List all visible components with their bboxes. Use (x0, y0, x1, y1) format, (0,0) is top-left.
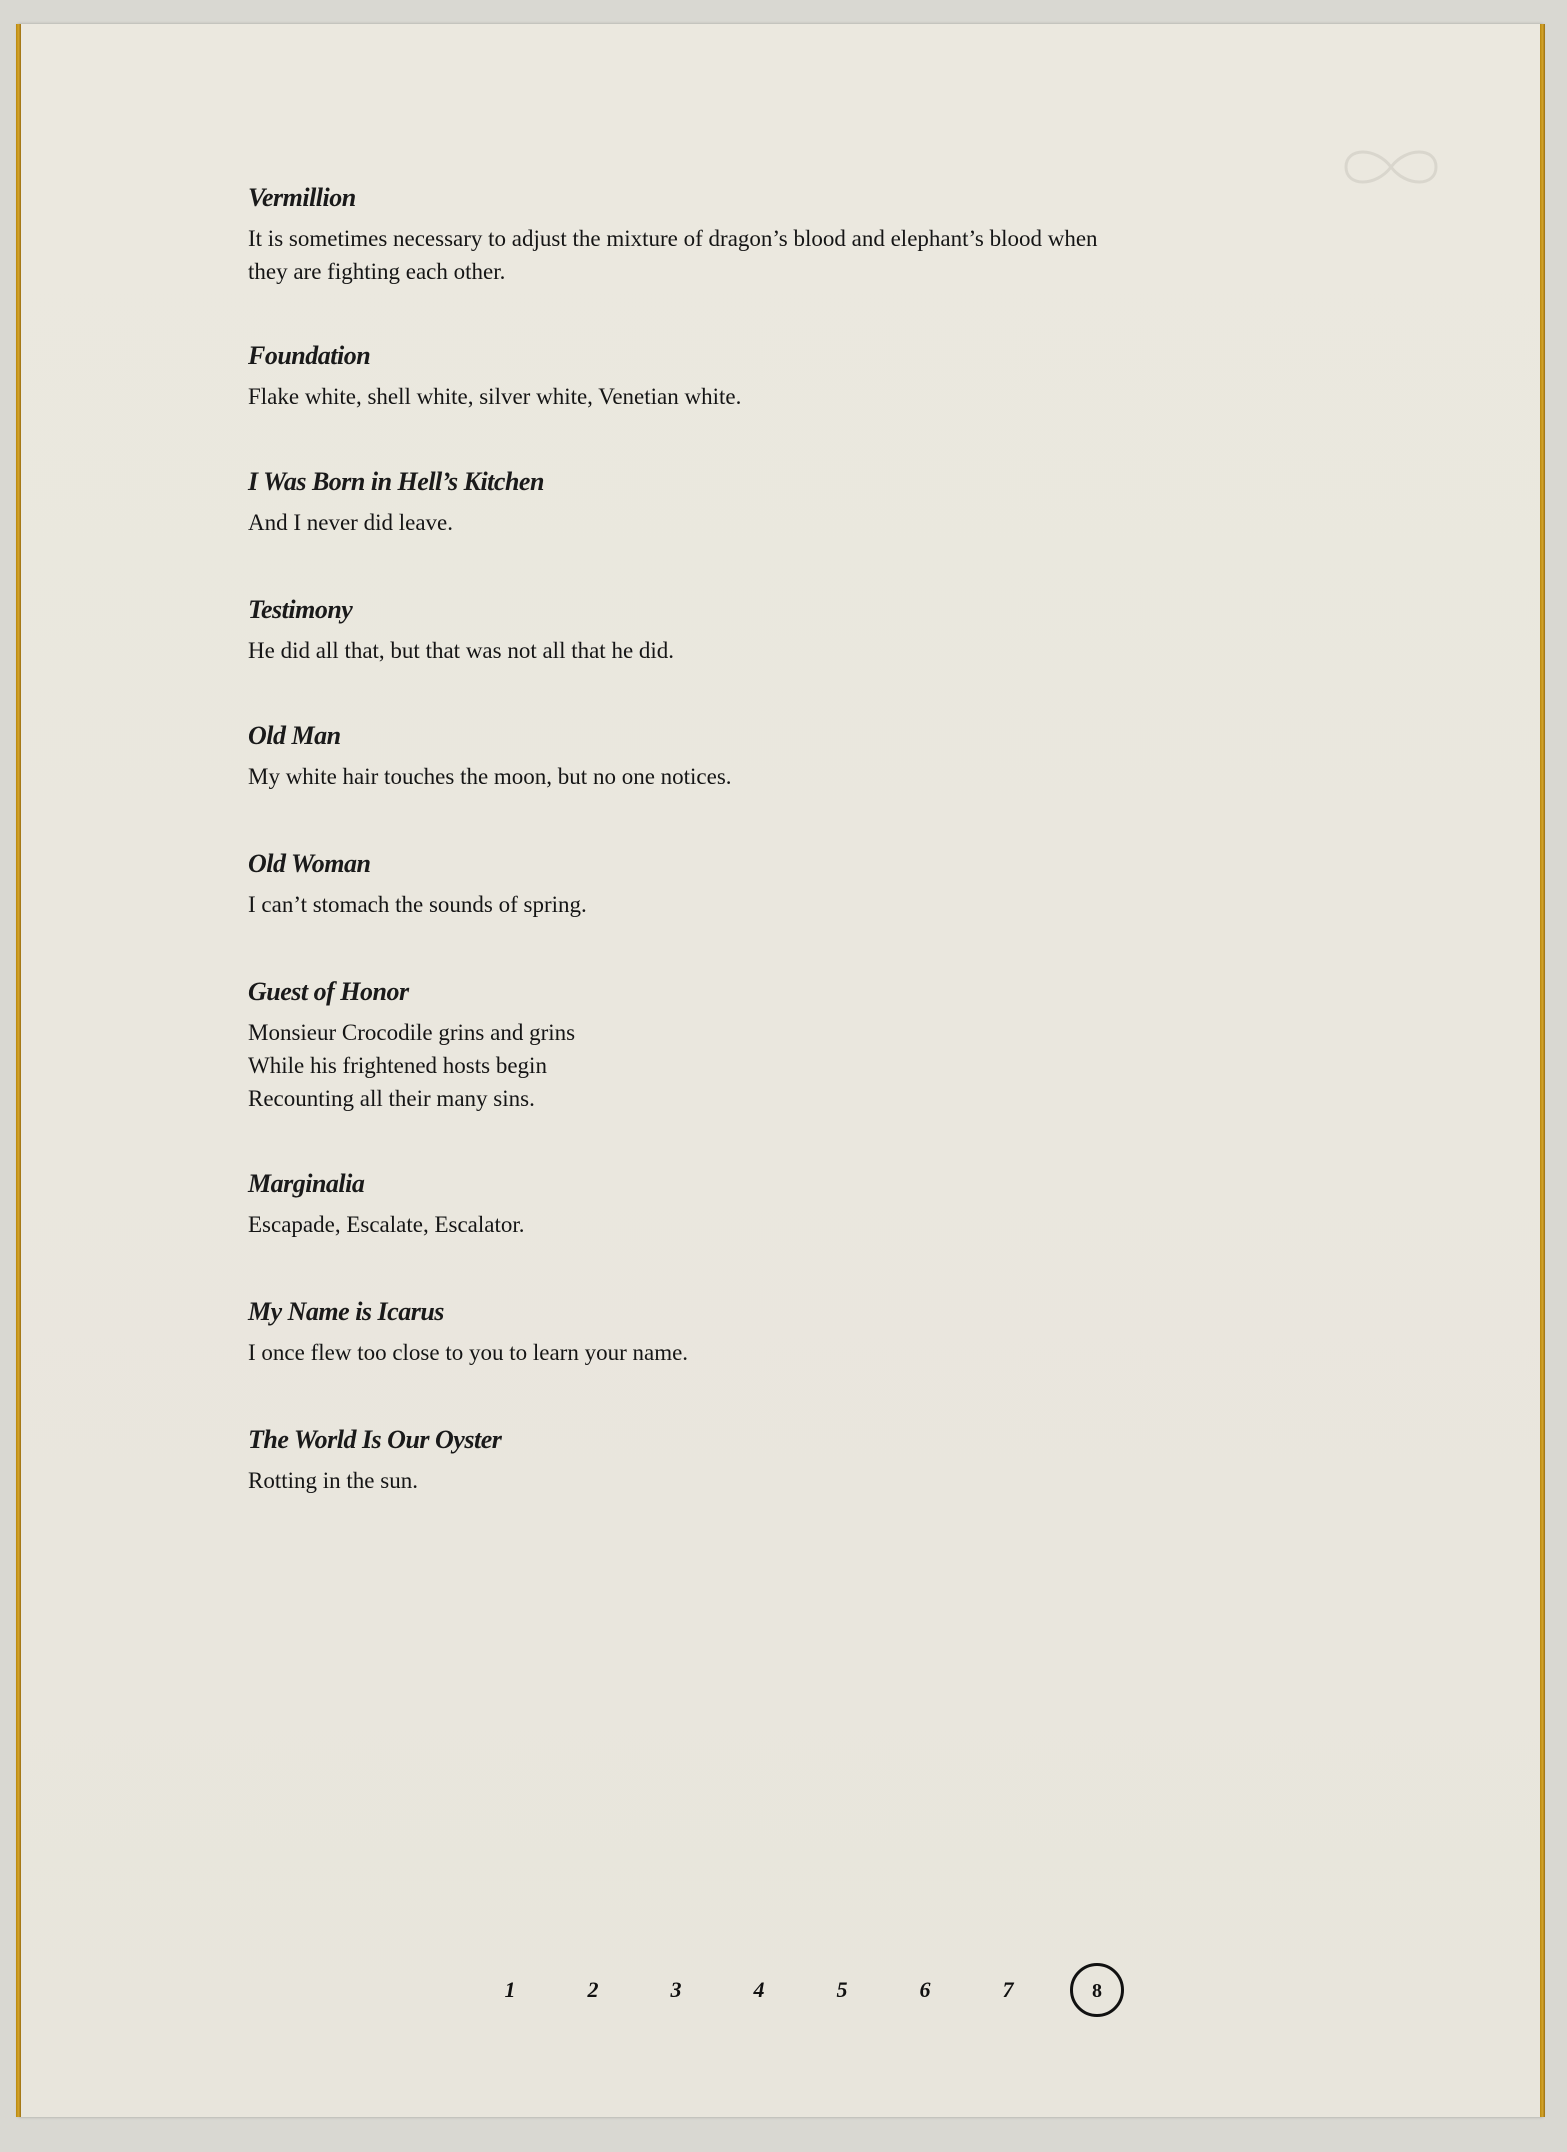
entry-title: I Was Born in Hell’s Kitchen (248, 467, 544, 496)
entry-body: I can’t stomach the sounds of spring. (248, 892, 587, 917)
entry-old-woman (248, 848, 1348, 921)
entry-body: Monsieur Crocodile grins and grins While his frightened hosts begin Recounting all their many sins. (248, 1020, 576, 1111)
page-link-2[interactable]: 2 (587, 1977, 599, 2002)
entry-body: I once flew too close to you to learn your name. (248, 1340, 689, 1365)
entry-title: Testimony (248, 595, 353, 624)
page-number-navigation (0, 1963, 1567, 2023)
entry-body: Rotting in the sun. (248, 1468, 418, 1493)
gilt-edge-right (1540, 24, 1545, 2117)
entry-foundation (248, 340, 1348, 413)
page-link-7[interactable]: 7 (1002, 1977, 1014, 2002)
entry-old-man (248, 720, 1348, 793)
entry-guest-of-honor (248, 976, 1348, 1115)
page-link-4[interactable]: 4 (753, 1977, 765, 2002)
page-link-8-current[interactable]: 8 (1070, 1963, 1124, 2017)
entry-body: And I never did leave. (248, 510, 454, 535)
entry-title: Old Man (248, 721, 341, 750)
entry-vermillion (248, 182, 1348, 288)
page-link-5[interactable]: 5 (836, 1977, 848, 2002)
entry-body: Flake white, shell white, silver white, Venetian white. (248, 384, 742, 409)
entry-title: Marginalia (248, 1169, 365, 1198)
page-link-6[interactable]: 6 (919, 1977, 931, 2002)
entry-icarus (248, 1296, 1348, 1369)
entry-title: Foundation (248, 341, 371, 370)
entry-body: My white hair touches the moon, but no one notices. (248, 764, 732, 789)
entry-title: Old Woman (248, 849, 371, 878)
entry-body: He did all that, but that was not all that he did. (248, 638, 675, 663)
entry-title: Guest of Honor (248, 977, 409, 1006)
page-link-3[interactable]: 3 (670, 1977, 682, 2002)
infinity-watermark-icon (1336, 142, 1446, 192)
page-link-1[interactable]: 1 (504, 1977, 516, 2002)
entry-body: It is sometimes necessary to adjust the mixture of dragon’s blood and elephant’s blood when they are fighting each other. (248, 226, 1098, 284)
gilt-edge-left (16, 24, 21, 2117)
entry-title: My Name is Icarus (248, 1297, 444, 1326)
entry-marginalia (248, 1168, 1348, 1241)
entry-title: The World Is Our Oyster (248, 1425, 502, 1454)
entry-title: Vermillion (248, 183, 356, 212)
entry-body: Escapade, Escalate, Escalator. (248, 1212, 525, 1237)
entry-testimony (248, 594, 1348, 667)
entry-world-oyster (248, 1424, 1348, 1497)
entry-hells-kitchen (248, 466, 1348, 539)
